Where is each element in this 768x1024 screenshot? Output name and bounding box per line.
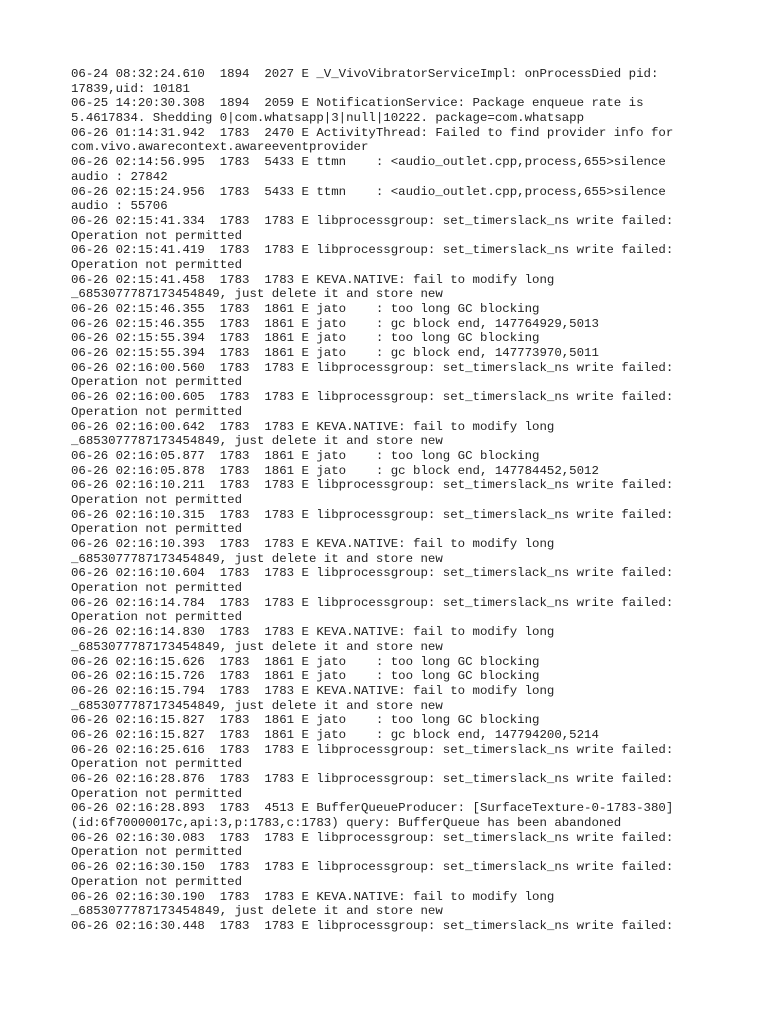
log-line: 06-26 02:16:15.794 1783 1783 E KEVA.NATIVE: fail to modify long [71,683,555,698]
log-line: _6853077787173454849, just delete it and store new [71,639,443,654]
log-line: _6853077787173454849, just delete it and store new [71,434,443,449]
log-line: _6853077787173454849, just delete it and store new [71,551,443,566]
log-line: 06-26 02:15:24.956 1783 5433 E ttmn : <audio_outlet.cpp,process,655>silence [71,184,666,199]
log-line: 06-26 02:16:15.827 1783 1861 E jato : too long GC blocking [71,713,540,728]
log-line: audio : 55706 [71,199,168,214]
log-line: Operation not permitted [71,522,243,537]
log-line: 06-26 02:15:41.419 1783 1783 E libprocessgroup: set_timerslack_ns write failed: [71,243,674,258]
log-line: 06-26 02:14:56.995 1783 5433 E ttmn : <audio_outlet.cpp,process,655>silence [71,155,666,170]
log-line: 06-26 02:16:10.211 1783 1783 E libprocessgroup: set_timerslack_ns write failed: [71,478,674,493]
log-line: 06-26 02:16:30.448 1783 1783 E libprocessgroup: set_timerslack_ns write failed: [71,918,674,933]
log-line: 06-26 02:15:41.334 1783 1783 E libprocessgroup: set_timerslack_ns write failed: [71,213,674,228]
log-line: Operation not permitted [71,786,243,801]
log-line: 06-26 02:16:05.878 1783 1861 E jato : gc block end, 147784452,5012 [71,463,599,478]
log-line: 06-26 02:16:14.784 1783 1783 E libprocessgroup: set_timerslack_ns write failed: [71,595,674,610]
log-line: 06-26 02:15:55.394 1783 1861 E jato : too long GC blocking [71,331,540,346]
log-line: _6853077787173454849, just delete it and store new [71,287,443,302]
log-line: 06-26 02:15:46.355 1783 1861 E jato : too long GC blocking [71,302,540,316]
log-line: 06-26 02:16:10.315 1783 1783 E libprocessgroup: set_timerslack_ns write failed: [71,507,674,522]
log-line: 06-26 02:16:30.190 1783 1783 E KEVA.NATIVE: fail to modify long [71,889,555,904]
log-line: 06-26 02:16:25.616 1783 1783 E libprocessgroup: set_timerslack_ns write failed: [71,742,674,757]
log-line: Operation not permitted [71,404,243,419]
log-line: Operation not permitted [71,581,243,596]
log-line: audio : 27842 [71,169,168,184]
log-line: 06-26 02:16:15.626 1783 1861 E jato : too long GC blocking [71,654,540,669]
log-line: Operation not permitted [71,610,243,625]
log-line: 06-26 02:16:00.642 1783 1783 E KEVA.NATIVE: fail to modify long [71,419,555,434]
log-line: (id:6f70000017c,api:3,p:1783,c:1783) query: BufferQueue has been abandoned [71,816,622,831]
log-line: 06-24 08:32:24.610 1894 2027 E _V_VivoVibratorServiceImpl: onProcessDied pid: [71,67,659,81]
log-line: 06-26 02:16:30.083 1783 1783 E libprocessgroup: set_timerslack_ns write failed: [71,830,674,845]
log-line: 06-25 14:20:30.308 1894 2059 E NotificationService: Package enqueue rate is [71,96,644,111]
log-line: _6853077787173454849, just delete it and store new [71,698,443,713]
log-line: 06-26 02:15:55.394 1783 1861 E jato : gc block end, 147773970,5011 [71,346,599,361]
log-document [71,67,751,934]
log-line: 06-26 01:14:31.942 1783 2470 E ActivityThread: Failed to find provider info for [71,125,674,140]
log-line: 06-26 02:16:10.393 1783 1783 E KEVA.NATIVE: fail to modify long [71,537,555,551]
log-line: 06-26 02:16:14.830 1783 1783 E KEVA.NATIVE: fail to modify long [71,625,555,640]
log-line: 17839,uid: 10181 [71,81,190,96]
log-line: 06-26 02:16:00.560 1783 1783 E libprocessgroup: set_timerslack_ns write failed: [71,360,674,375]
log-line: 06-26 02:16:15.726 1783 1861 E jato : too long GC blocking [71,669,540,684]
log-line: _6853077787173454849, just delete it and store new [71,904,443,919]
log-line: 06-26 02:15:46.355 1783 1861 E jato : gc block end, 147764929,5013 [71,316,599,331]
log-line: 06-26 02:16:00.605 1783 1783 E libprocessgroup: set_timerslack_ns write failed: [71,390,674,405]
log-line: 06-26 02:16:28.876 1783 1783 E libprocessgroup: set_timerslack_ns write failed: [71,772,674,786]
log-line: 06-26 02:16:15.827 1783 1861 E jato : gc block end, 147794200,5214 [71,727,599,742]
log-line: Operation not permitted [71,757,243,772]
log-line: Operation not permitted [71,845,243,860]
log-line: 06-26 02:16:05.877 1783 1861 E jato : too long GC blocking [71,448,540,463]
log-line: Operation not permitted [71,492,243,507]
log-line: 06-26 02:16:28.893 1783 4513 E BufferQueueProducer: [SurfaceTexture-0-1783-380] [71,801,674,816]
log-line: 06-26 02:16:10.604 1783 1783 E libprocessgroup: set_timerslack_ns write failed: [71,566,674,581]
log-line: Operation not permitted [71,874,243,889]
log-line: 06-26 02:15:41.458 1783 1783 E KEVA.NATIVE: fail to modify long [71,272,555,287]
log-line: Operation not permitted [71,228,243,243]
log-line: Operation not permitted [71,257,243,272]
log-line: Operation not permitted [71,375,243,390]
log-line: com.vivo.awarecontext.awareeventprovider [71,140,369,155]
log-line: 06-26 02:16:30.150 1783 1783 E libprocessgroup: set_timerslack_ns write failed: [71,860,674,875]
log-line: 5.4617834. Shedding 0|com.whatsapp|3|null|10222. package=com.whatsapp [71,111,585,126]
